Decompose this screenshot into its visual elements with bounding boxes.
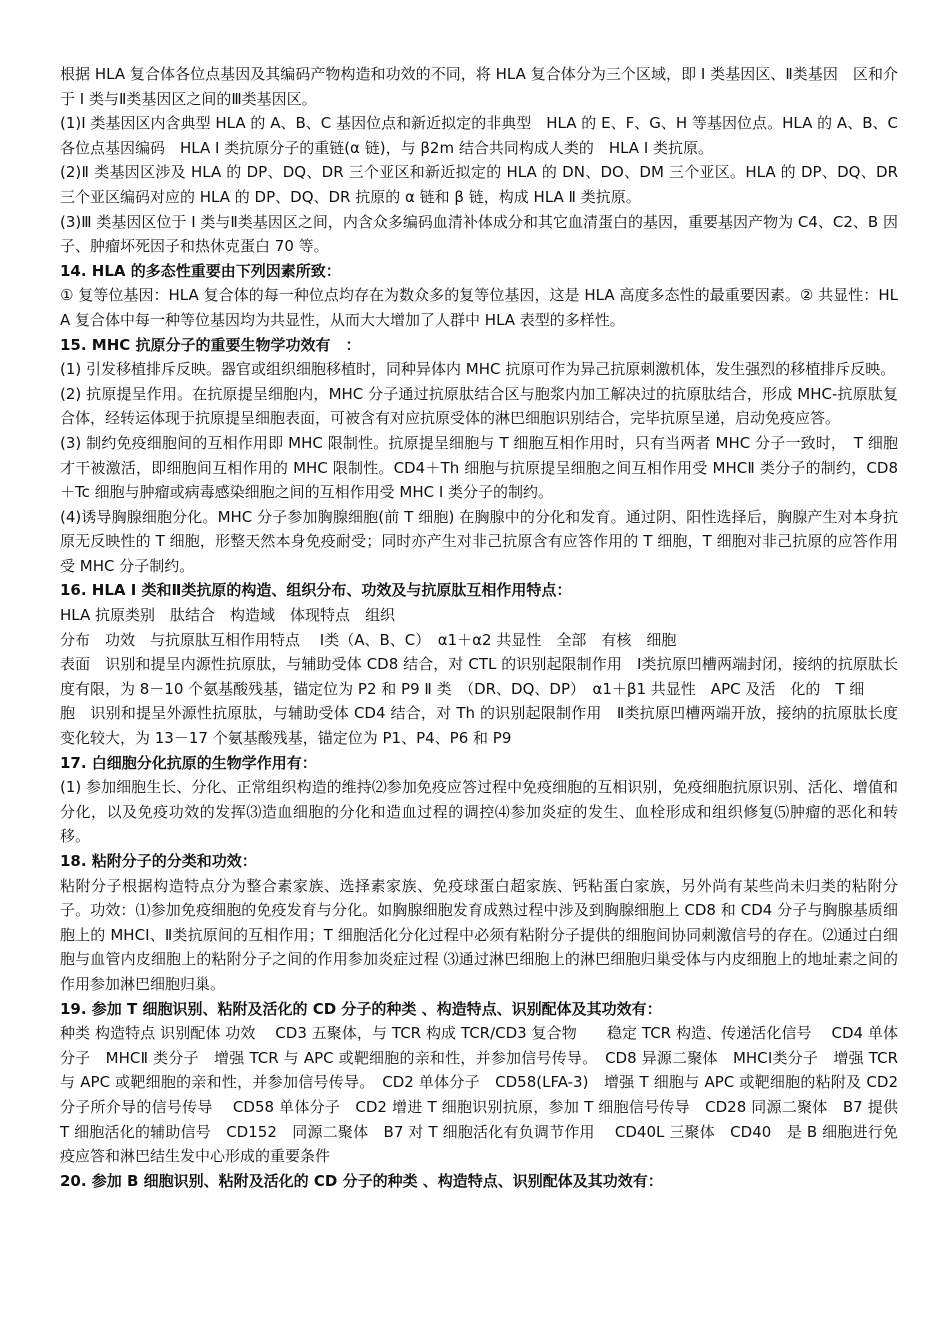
heading-19: 19. 参加 T 细胞识别、粘附及活化的 CD 分子的种类 、构造特点、识别配体及其功效有： <box>60 999 662 1018</box>
paragraph-class-iii-region: (3)Ⅲ 类基因区位于 I 类与Ⅱ类基因区之间，内含众多编码血清补体成分和其它血清蛋白的基因，重要基因产物为 C4、C2、B 因子、肿瘤坏死因子和热休克蛋白 70 等。 <box>60 212 898 256</box>
heading-17: 17. 白细胞分化抗原的生物学作用有： <box>60 753 317 772</box>
paragraph-class-ii-region: (2)Ⅱ 类基因区涉及 HLA 的 DP、DQ、DR 三个亚区和新近拟定的 HLA 的 DN、DO、DM 三个亚区。HLA 的 DP、DQ、DR 三个亚区编码对应的 HLA 的 DP、DQ、DR 抗原的 α 链和 β 链，构成 HLA Ⅱ 类抗原。 <box>60 163 898 206</box>
paragraph-t-cell-cd-molecules: 种类 构造特点 识别配体 功效 CD3 五聚体，与 TCR 构成 TCR/CD3 复合物 稳定 TCR 构造、传递活化信号 CD4 单体分子 MHCⅡ 类分子 增强 TCR 与 APC 或靶细胞的亲和性，并参加信号传导。 CD8 异源二聚体 MHCⅠ类分子 增强 TCR 与 APC 或靶细胞的亲和性，并参加信号传导。 CD2 单体分子 CD58(LFA-3) 增强 T 细胞与 APC 或靶细胞的粘附及 CD2 分子所介导的信号传导 CD58 单体分子 CD2 增进 T 细胞识别抗原，参加 T 细胞信号传导 CD28 同源二聚体 B7 提供 T 细胞活化的辅助信号 CD152 同源二聚体 B7 对 T 细胞活化有负调节作用 CD40L 三聚体 CD40 是 B 细胞进行免疫应答和淋巴结生发中心形成的重要条件 <box>60 1024 898 1166</box>
paragraph-adhesion-molecules: 粘附分子根据构造特点分为整合素家族、选择素家族、免疫球蛋白超家族、钙粘蛋白家族，另外尚有某些尚未归类的粘附分子。功效：⑴参加免疫细胞的免疫发育与分化。如胸腺细胞发育成熟过程中涉及到胸腺细胞上 CD8 和 CD4 分子与胸腺基质细胞上的 MHCⅠ、Ⅱ类抗原间的互相作用；T 细胞活化分化过程中必须有粘附分子提供的细胞间协同刺激信号的存在。⑵通过白细胞与血管内皮细胞上的粘附分子之间的作用参加炎症过程 ⑶通过淋巴细胞上的淋巴细胞归巢受体与内皮细胞上的地址素之间的作用参加淋巴细胞归巢。 <box>60 876 898 993</box>
table-text-line-3: 表面 识别和提呈内源性抗原肽，与辅助受体 CD8 结合，对 CTL 的识别起限制作用 Ⅰ类抗原凹槽两端封闭，接纳的抗原肽长度有限，为 8－10 个氨基酸残基，锚定位为 P2 和 P9 Ⅱ 类 （DR、DQ、DP） α1＋β1 共显性 APC 及活 化的 T 细 <box>60 655 898 698</box>
heading-15: 15. MHC 抗原分子的重要生物学功效有 ： <box>60 335 361 354</box>
paragraph-polymorphism: ① 复等位基因：HLA 复合体的每一种位点均存在为数众多的复等位基因，这是 HLA 高度多态性的最重要因素。② 共显性：HLA 复合体中每一种等位基因均为共显性，从而大大增加了人群中 HLA 表型的多样性。 <box>60 286 898 329</box>
heading-14: 14. HLA 的多态性重要由下列因素所致： <box>60 261 341 280</box>
table-text-line-4: 胞 识别和提呈外源性抗原肽，与辅助受体 CD4 结合，对 Th 的识别起限制作用 Ⅱ类抗原凹槽两端开放，接纳的抗原肽长度变化较大，为 13－17 个氨基酸残基，锚定位为 P1、P4、P6 和 P9 <box>60 704 898 748</box>
paragraph-function-1: (1) 引发移植排斥反映。器官或组织细胞移植时，同种异体内 MHC 抗原可作为异己抗原刺激机体，发生强烈的移植排斥反映。 <box>60 360 896 379</box>
heading-20: 20. 参加 B 细胞识别、粘附及活化的 CD 分子的种类 、构造特点、识别配体及其功效有： <box>60 1171 663 1190</box>
paragraph-leukocyte-antigens: (1) 参加细胞生长、分化、正常组织构造的维持⑵参加免疫应答过程中免疫细胞的互相识别，免疫细胞抗原识别、活化、增值和分化，以及免疫功效的发挥⑶造血细胞的分化和造血过程的调控⑷参加炎症的发生、血栓形成和组织修复⑸肿瘤的恶化和转移。 <box>60 778 898 846</box>
paragraph-function-2: (2) 抗原提呈作用。在抗原提呈细胞内，MHC 分子通过抗原肽结合区与胞浆内加工解决过的抗原肽结合，形成 MHC-抗原肽复合体，经转运体现于抗原提呈细胞表面，可被含有对应抗原受体的淋巴细胞识别结合，完毕抗原呈递，启动免疫应答。 <box>60 384 898 428</box>
heading-18: 18. 粘附分子的分类和功效： <box>60 852 257 870</box>
intro-paragraph: 根据 HLA 复合体各位点基因及其编码产物构造和功效的不同，将 HLA 复合体分为三个区域，即 I 类基因区、Ⅱ类基因 区和介于 I 类与Ⅱ类基因区之间的Ⅲ类基因区。 <box>60 65 898 108</box>
heading-16: 16. HLA I 类和Ⅱ类抗原的构造、组织分布、功效及与抗原肽互相作用特点： <box>60 581 572 600</box>
table-text-line-1: HLA 抗原类别 肽结合 构造域 体现特点 组织 <box>60 606 396 625</box>
paragraph-class-i-region: (1)I 类基因区内含典型 HLA 的 A、B、C 基因位点和新近拟定的非典型 HLA 的 E、F、G、H 等基因位点。HLA 的 A、B、C 各位点基因编码 HLA I 类抗原分子的重链(α 链)，与 β2m 结合共同构成人类的 HLA I 类抗原。 <box>60 114 898 157</box>
paragraph-function-4: (4)诱导胸腺细胞分化。MHC 分子参加胸腺细胞(前 T 细胞) 在胸腺中的分化和发育。通过阴、阳性选择后，胸腺产生对本身抗原无反映性的 T 细胞，形整天然本身免疫耐受；同时亦产生对非己抗原含有应答作用的 T 细胞，T 细胞对非己抗原的应答作用受 MHC 分子制约。 <box>60 507 898 575</box>
table-text-line-2: 分布 功效 与抗原肽互相作用特点 Ⅰ类（A、B、C） α1＋α2 共显性 全部 有核 细胞 <box>60 630 677 649</box>
paragraph-function-3: (3) 制约免疫细胞间的互相作用即 MHC 限制性。抗原提呈细胞与 T 细胞互相作用时，只有当两者 MHC 分子一致时， T 细胞才干被激活，即细胞间互相作用的 MHC 限制性。CD4＋Th 细胞与抗原提呈细胞之间互相作用受 MHCⅡ 类分子的制约，CD8＋Tc 细胞与肿瘤或病毒感染细胞之间的互相作用受 MHC I 类分子的制约。 <box>60 433 898 502</box>
